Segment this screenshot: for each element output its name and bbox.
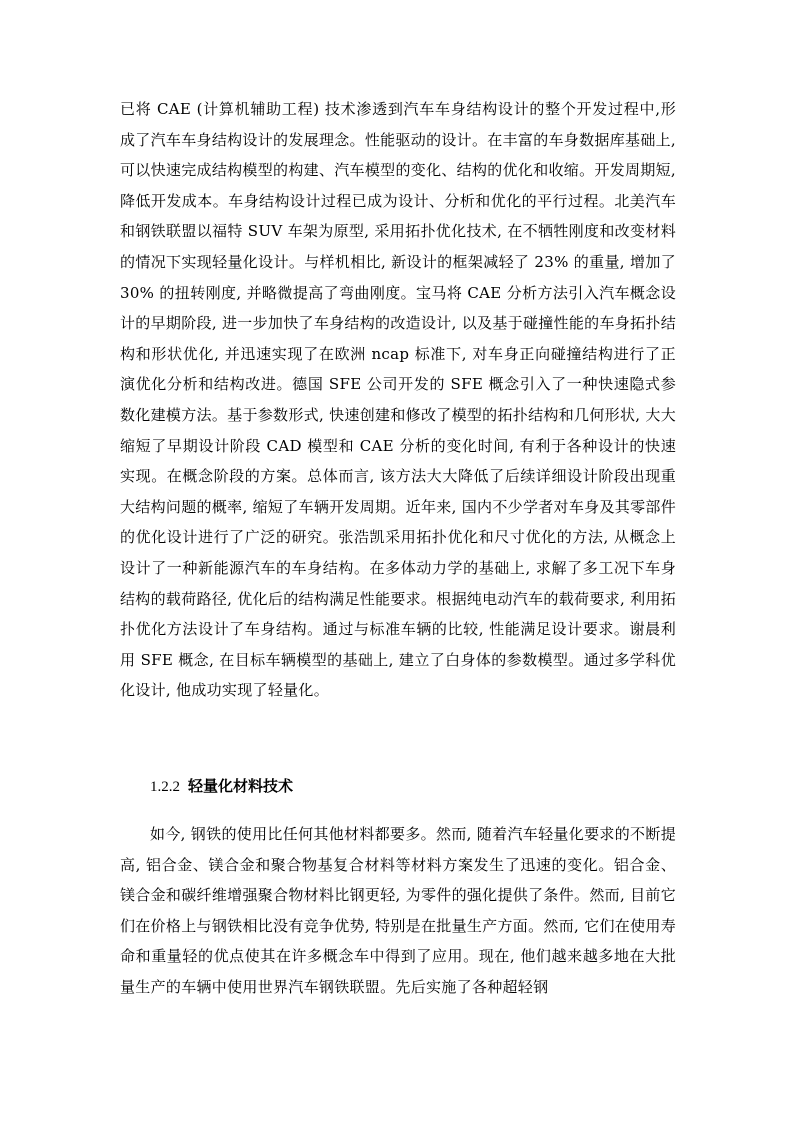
section-number: 1.2.2: [150, 779, 180, 795]
body-paragraph-lightweight-materials: 如今, 钢铁的使用比任何其他材料都要多。然而, 随着汽车轻量化要求的不断提高, 铝合金、镁合金和聚合物基复合材料等材料方案发生了迅速的变化。铝合金、镁合金和碳纤维增强聚合物材料比钢更轻, 为零件的强化提供了条件。然而, 目前它们在价格上与钢铁相比没有竞争优势, 特别是在批量生产方面。然而, 它们在使用寿命和重量轻的优点使其在许多概念车中得到了应用。现在, 他们越来越多地在大批量生产的车辆中使用世界汽车钢铁联盟。先后实施了各种超轻钢: [120, 825, 676, 996]
section-heading: [150, 775, 293, 798]
section-title: 轻量化材料技术: [188, 777, 294, 795]
body-paragraph-cae-structure-design: 已将 CAE (计算机辅助工程) 技术渗透到汽车车身结构设计的整个开发过程中,形成了汽车车身结构设计的发展理念。性能驱动的设计。在丰富的车身数据库基础上, 可以快速完成结构模型的构建、汽车模型的变化、结构的优化和收缩。开发周期短, 降低开发成本。车身结构设计过程已成为设计、分析和优化的平行过程。北美汽车和钢铁联盟以福特 SUV 车架为原型, 采用拓扑优化技术, 在不牺牲刚度和改变材料的情况下实现轻量化设计。与样机相比, 新设计的框架减轻了 23% 的重量, 增加了 30% 的扭转刚度, 并略微提高了弯曲刚度。宝马将 CAE 分析方法引入汽车概念设计的早期阶段, 进一步加快了车身结构的改造设计, 以及基于碰撞性能的车身拓扑结构和形状优化, 并迅速实现了在欧洲 ncap 标准下, 对车身正向碰撞结构进行了正演优化分析和结构改进。德国 SFE 公司开发的 SFE 概念引入了一种快速隐式参数化建模方法。基于参数形式, 快速创建和修改了模型的拓扑结构和几何形状, 大大缩短了早期设计阶段 CAD 模型和 CAE 分析的变化时间, 有利于各种设计的快速实现。在概念阶段的方案。总体而言, 该方法大大降低了后续详细设计阶段出现重大结构问题的概率, 缩短了车辆开发周期。近年来, 国内不少学者对车身及其零部件的优化设计进行了广泛的研究。张浩凯采用拓扑优化和尺寸优化的方法, 从概念上设计了一种新能源汽车的车身结构。在多体动力学的基础上, 求解了多工况下车身结构的载荷路径, 优化后的结构满足性能要求。根据纯电动汽车的载荷要求, 利用拓扑优化方法设计了车身结构。通过与标准车辆的比较, 性能满足设计要求。谢晨利用 SFE 概念, 在目标车辆模型的基础上, 建立了白身体的参数模型。通过多学科优化设计, 他成功实现了轻量化。: [120, 100, 676, 700]
